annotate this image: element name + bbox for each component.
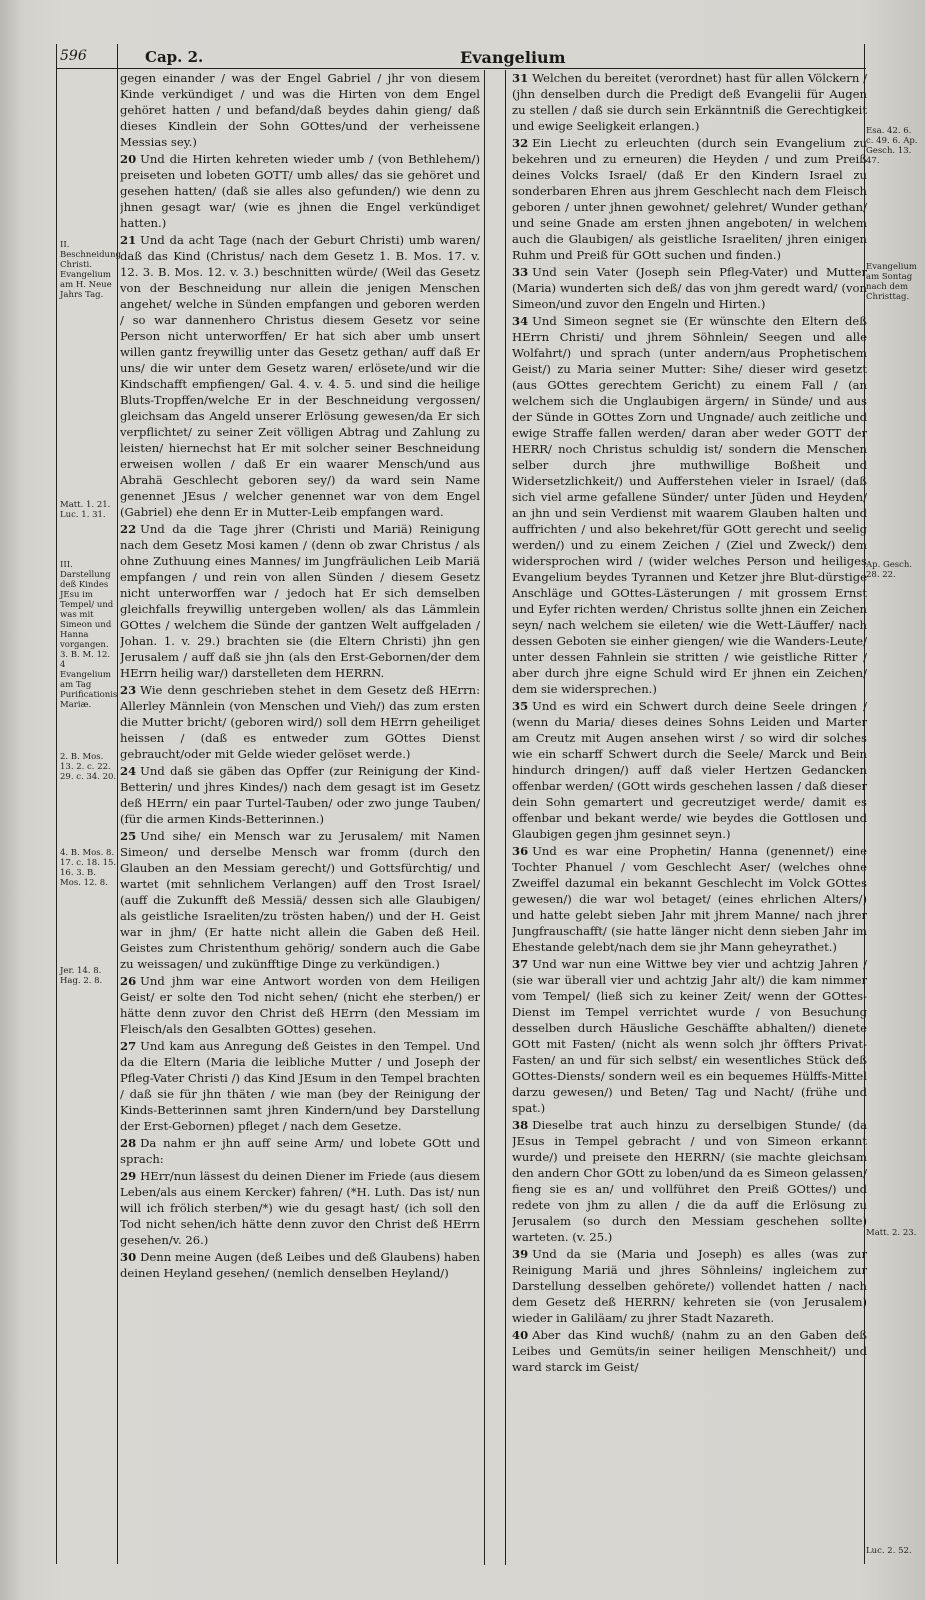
verse-text: Dieselbe trat auch hinzu zu derselbigen Stunde/ (da JEsus in Tempel gebracht / und von Simeon erkannt wurde/) und preisete den HERRN/ (sie machte gleichsam den andern Chor GOtt zu loben/und da es Simeon gelassen/ fieng sie es an/ und vollführet den Preiß GOttes/) und redete von jhm zu allen / die da auff die Erlösung zu Jerusalem (so durch den Messiam geschehen sollte) warteten. (v. 25.)	[512, 1118, 867, 1244]
right-text-column	[512, 70, 867, 1555]
verse-number: 22	[120, 522, 137, 536]
verse-paragraph	[512, 70, 867, 134]
verse-text: Aber das Kind wuchß/ (nahm zu an den Gaben deß Leibes und Gemüts/in seiner heiligen Menschheit/) und ward starck im Geist/	[512, 1328, 867, 1374]
verse-text: Und sihe/ ein Mensch war zu Jerusalem/ mit Namen Simeon/ und derselbe Mensch war fromm (durch den Glauben an den Messiam gerecht/) und Gottsfürchtig/ und wartet (mit sehnlichem Verlangen) auff den Trost Israel/ (auff die Zukunfft deß Messiä/ dessen sich alle Glaubigen/ als geistliche Israeliten/zu trösten haben/) und der H. Geist war in jhm/ (Er hatte nicht allein die Gaben deß Heil. Geistes zum Christenthum gehörig/ sondern auch die Gabe zu weissagen/ und zukünfftige Dinge zu verkündigen.)	[120, 829, 480, 971]
verse-text: Und die Hirten kehreten wieder umb / (von Bethlehem/) preiseten und lobeten GOTT/ umb alles/ das sie gehöret und gesehen hatten/ (daß sie alles also gefunden/) wie denn zu jhnen gesagt war/ (wie es jhnen die Engel verkündiget hatten.)	[120, 152, 480, 230]
column-rule-middle	[484, 70, 485, 1565]
verse-paragraph	[120, 232, 480, 520]
running-title: Evangelium	[460, 48, 566, 67]
outer-rule-left	[56, 44, 57, 1564]
verse-paragraph	[512, 1327, 867, 1375]
chapter-label: Cap. 2.	[145, 48, 204, 66]
margin-note: Ap. Gesch. 28. 22.	[866, 560, 913, 580]
page-number: 596	[60, 48, 87, 64]
verse-number: 39	[512, 1247, 529, 1261]
verse-number: 24	[120, 764, 137, 778]
verse-number: 37	[512, 957, 529, 971]
verse-number: 27	[120, 1039, 137, 1053]
margin-note: 4. B. Mos. 8. 17. c. 18. 15. 16. 3. B. Mos. 12. 8.	[60, 848, 117, 888]
verse-number: 40	[512, 1328, 529, 1342]
verse-number: 26	[120, 974, 137, 988]
verse-text: Und da sie (Maria und Joseph) es alles (was zur Reinigung Mariä und jhres Söhnleins/ ingleichem zur Darstellung desselben gehörete/) vollendet hatten / nach dem Gesetz deß HERRN/ kehreten sie (von Jerusalem) wieder in Galiläam/ zu jhrer Stadt Nazareth.	[512, 1247, 867, 1325]
verse-number: 21	[120, 233, 137, 247]
verse-number: 30	[120, 1250, 137, 1264]
verse-paragraph	[120, 828, 480, 972]
verse-text: Da nahm er jhn auff seine Arm/ und lobete GOtt und sprach:	[120, 1136, 480, 1166]
verse-paragraph	[512, 1117, 867, 1245]
margin-note: Esa. 42. 6. c. 49. 6. Ap. Gesch. 13. 47.	[866, 126, 918, 166]
margin-note: Evangelium am Sontag nach dem Christtag.	[866, 262, 917, 302]
verse-paragraph	[120, 70, 480, 150]
verse-paragraph	[512, 264, 867, 312]
verse-number: 20	[120, 152, 137, 166]
verse-paragraph	[120, 1168, 480, 1248]
verse-text: Und jhm war eine Antwort worden von dem Heiligen Geist/ er solte den Tod nicht sehen/ (nicht ehe sterben/) er hätte denn zuvor den Christ deß HErrn (den Messiam im Fleisch/als den Gesalbten GOttes) gesehen.	[120, 974, 480, 1036]
verse-paragraph	[512, 698, 867, 842]
margin-note: II. Beschneidung Christi. Evangelium am H. Neue Jahrs Tag.	[60, 240, 121, 300]
verse-number: 33	[512, 265, 529, 279]
verse-paragraph	[512, 843, 867, 955]
verse-text: Und da die Tage jhrer (Christi und Mariä) Reinigung nach dem Gesetz Mosi kamen / (denn ob zwar Christus / als ohne Zuthuung eines Mannes/ im Jungfräulichen Leib Mariä empfangen / und rein von allen Sünden / diesem Gesetz nicht unterworffen war / jedoch hat Er sich demselben gleichfalls freywillig untergeben wollen/ als das Lämmlein GOttes / welchem die Sünde der gantzen Welt auffgeladen / Johan. 1. v. 29.) brachten sie (die Eltern Christi) jhn gen Jerusalem / auff daß sie jhn (als den Erst-Gebornen/der dem HErrn heilig war/) darstelleten dem HERRN.	[120, 522, 480, 680]
verse-number: 23	[120, 683, 137, 697]
verse-paragraph	[512, 135, 867, 263]
margin-note: Matt. 2. 23.	[866, 1228, 917, 1238]
verse-text: Und daß sie gäben das Opffer (zur Reinigung der Kind-Betterin/ und jhres Kindes/) nach dem gesagt ist im Gesetz deß HErrn/ ein paar Turtel-Tauben/ oder zwo junge Tauben/ (für die armen Kinds-Betterinnen.)	[120, 764, 480, 826]
verse-paragraph	[120, 1038, 480, 1134]
verse-paragraph	[512, 956, 867, 1116]
verse-number: 36	[512, 844, 529, 858]
verse-text: gegen einander / was der Engel Gabriel / jhr von diesem Kinde verkündiget / und was die Hirten von dem Engel gehöret hatten / und befand/daß beydes dahin gieng/ daß dieses Kindlein der Sohn GOttes/und der verheissene Messias sey.)	[120, 71, 480, 149]
verse-text: Und da acht Tage (nach der Geburt Christi) umb waren/ daß das Kind (Christus/ nach dem Gesetz 1. B. Mos. 17. v. 12. 3. B. Mos. 12. v. 3.) beschnitten würde/ (Weil das Gesetz von der Beschneidung nur allein die jenigen Menschen angehet/ welche in Sünden empfangen und geboren werden / so war dannenhero Christus diesem Gesetz vor seine Person nicht unterworffen/ Er hat sich aber umb unsert willen gantz freywillig unter das Gesetz gethan/ auff daß Er uns/ die wir unter dem Gesetz waren/ erlösete/und wir die Kindschafft empfiengen/ Gal. 4. v. 4. 5. und sind die heilige Bluts-Tropffen/welche Er in der Beschneidung vergossen/ gleichsam das Angeld unserer Erlösung gewesen/da Er sich verpflichtet/ zu seiner Zeit völligen Abtrag und Zahlung zu leisten/ hiernechst hat Er mit solcher seiner Beschneidung erweisen wollen / daß Er ein waarer Mensch/und aus Abrahä Geschlecht geboren sey/) da ward sein Name genennet JEsus / welcher genennet war von dem Engel (Gabriel) ehe denn Er in Mutter-Leib empfangen ward.	[120, 233, 480, 519]
margin-note: Luc. 2. 52.	[866, 1546, 912, 1556]
verse-paragraph	[120, 973, 480, 1037]
left-text-column	[120, 70, 480, 1555]
verse-number: 29	[120, 1169, 137, 1183]
verse-number: 34	[512, 314, 529, 328]
verse-text: HErr/nun lässest du deinen Diener im Friede (aus diesem Leben/als aus einem Kercker) fahren/ (*H. Luth. Das ist/ nun will ich frölich sterben/*) wie du gesagt hast/ (ich soll den Tod nicht sehen/ich hätte denn zuvor den Christ deß HErrn gesehen/v. 26.)	[120, 1169, 480, 1247]
verse-text: Ein Liecht zu erleuchten (durch sein Evangelium zu bekehren und zu erneuren) die Heyden / und zum Preiß deines Volcks Israel/ (daß Er den Kindern Israel zu sonderbaren Ehren aus jhrem Geschlecht nach dem Fleisch geboren / unter jhnen gewohnet/ gelehret/ Wunder gethan/ und seine Gnade am ersten jhnen angeboten/ in welchem auch die Glaubigen/ als geistliche Israeliten/ jhren einigen Ruhm und Preiß für GOtt suchen und finden.)	[512, 136, 867, 262]
verse-paragraph	[512, 1246, 867, 1326]
verse-paragraph	[120, 682, 480, 762]
margin-note: 2. B. Mos. 13. 2. c. 22. 29. c. 34. 20.	[60, 752, 117, 782]
verse-number: 25	[120, 829, 137, 843]
verse-text: Und es wird ein Schwert durch deine Seele dringen / (wenn du Maria/ dieses deines Sohns Leiden und Marter am Creutz mit Augen ansehen wirst / so wird dir solches wie ein scharff Schwert durch die Seele/ Marck und Bein hindurch dringen/) auff daß vieler Hertzen Gedancken offenbar werden/ (GOtt wirds geschehen lassen / daß dieser dein Sohn gemartert und gecreutziget werde/ damit es offenbar und bekant werde/ wie beydes die Gottlosen und Glaubigen gegen jhm gesinnet seyn.)	[512, 699, 867, 841]
verse-number: 32	[512, 136, 529, 150]
verse-text: Und sein Vater (Joseph sein Pfleg-Vater) und Mutter (Maria) wunderten sich deß/ das von jhm geredt ward/ (von Simeon/und zuvor den Engeln und Hirten.)	[512, 265, 867, 311]
verse-number: 35	[512, 699, 529, 713]
verse-text: Und es war eine Prophetin/ Hanna (genennet/) eine Tochter Phanuel / vom Geschlecht Aser/ (welches ohne Zweiffel dazumal ein bekannt Geschlecht im Volck GOttes gewesen/) die war wol betaget/ (eines ehrlichen Alters/) und hatte gelebt sieben Jahr mit jhrem Manne/ nach jhrer Jungfrauschafft/ (sie hatte länger nicht denn sieben Jahr im Ehestande gelebt/nach dem sie jhr Mann geheyrathet.)	[512, 844, 867, 954]
verse-paragraph	[512, 313, 867, 697]
verse-number: 28	[120, 1136, 137, 1150]
verse-number: 31	[512, 71, 529, 85]
verse-paragraph	[120, 763, 480, 827]
margin-note: Jer. 14. 8. Hag. 2. 8.	[60, 966, 103, 986]
verse-text: Und war nun eine Wittwe bey vier und achtzig Jahren / (sie war überall vier und achtzig Jahr alt/) die kam nimmer vom Tempel/ (ließ sich zu keiner Zeit/ wenn der GOttes-Dienst im Tempel verrichtet wurde / von Besuchung desselben durch Häusliche Geschäffte abhalten/) dienete GOtt mit Fasten/ (nicht als wenn solch jhr öffters Privat-Fasten/ an und für sich selbst/ ein wesentliches Stück deß GOttes-Diensts/ sondern weil es ein bequemes Hülffs-Mittel darzu gewesen/) und Beten/ Tag und Nacht/ (frühe und spat.)	[512, 957, 867, 1115]
verse-paragraph	[120, 1135, 480, 1167]
verse-text: Wie denn geschrieben stehet in dem Gesetz deß HErrn: Allerley Männlein (von Menschen und Vieh/) das zum ersten die Mutter bricht/ (geboren wird/) soll dem HErrn geheiliget heissen / (daß es entweder zum GOttes Dienst gebraucht/oder mit Gelde wieder gelöset werde.)	[120, 683, 480, 761]
verse-text: Welchen du bereitet (verordnet) hast für allen Völckern / (jhn denselben durch die Predigt deß Evangelii für Augen zu stellen / daß sie durch sein Erkänntniß die Gerechtigkeit und ewige Seeligkeit erlangen.)	[512, 71, 867, 133]
margin-note: Matt. 1. 21. Luc. 1. 31.	[60, 500, 111, 520]
verse-text: Und kam aus Anregung deß Geistes in den Tempel. Und da die Eltern (Maria die leibliche Mutter / und Joseph der Pfleg-Vater Christi /) das Kind JEsum in den Tempel brachten / daß sie für jhn thäten / wie man (bey der Reinigung der Kinds-Betterinnen samt jhren Kindern/und bey Darstellung der Erst-Gebornen) pfleget / nach dem Gesetze.	[120, 1039, 480, 1133]
margin-note: III. Darstellung deß Kindes JEsu im Tempel/ und was mit Simeon und Hanna vorgangen. 3. B. M. 12. 4 Evangelium am Tag Purificationis Mariæ.	[60, 560, 118, 710]
verse-text: Und Simeon segnet sie (Er wünschte den Eltern deß HErrn Christi/ und jhrem Söhnlein/ Seegen und alle Wolfahrt/) und sprach (unter andern/aus Prophetischem Geist/) zu Maria seiner Mutter: Sihe/ dieser wird gesetzt (aus GOttes gerechtem Gericht) zu einem Fall / (an welchem sich die Unglaubigen ärgern/ in Sünde/ und aus der Sünde in GOttes Zorn und Ungnade/ auch zeitliche und ewige Straffe fallen werden/ daran aber weder GOTT der HERR/ noch Christus schuldig ist/ sondern die Menschen selber durch jhre muthwillige Boßheit und Widersetzlichkeit/) und Aufferstehen vieler in Israel/ (daß sich viel arme gefallene Sünder/ unter Jüden und Heyden/ an jhn und sein Verdienst mit waarem Glauben halten und auffrichten / und also bekehret/für GOtt gerecht und seelig werden/) und zu einem Zeichen / (Ziel und Zweck/) dem widersprochen wird / (wider welches Person und heiliges Evangelium beydes Tyrannen und Ketzer jhre Blut-dürstige Anschläge und GOttes-Lästerungen / mit grossem Ernst und Eyfer richten werden/ Christus sollte jhnen ein Zeichen seyn/ nach welchem sie eileten/ wie die Wett-Läuffer/ nach dessen Geboten sie einher giengen/ wie die Wanders-Leute/ unter dessen Fahnlein sie stritten / wie geistliche Ritter / aber durch jhre eigne Schuld wird Er jhnen ein Zeichen/ dem sie widersprechen.)	[512, 314, 867, 696]
verse-paragraph	[120, 151, 480, 231]
verse-text: Denn meine Augen (deß Leibes und deß Glaubens) haben deinen Heyland gesehen/ (nemlich denselben Heyland/)	[120, 1250, 480, 1280]
column-rule-middle-2	[505, 70, 506, 1565]
verse-paragraph	[120, 1249, 480, 1281]
verse-number: 38	[512, 1118, 529, 1132]
verse-paragraph	[120, 521, 480, 681]
